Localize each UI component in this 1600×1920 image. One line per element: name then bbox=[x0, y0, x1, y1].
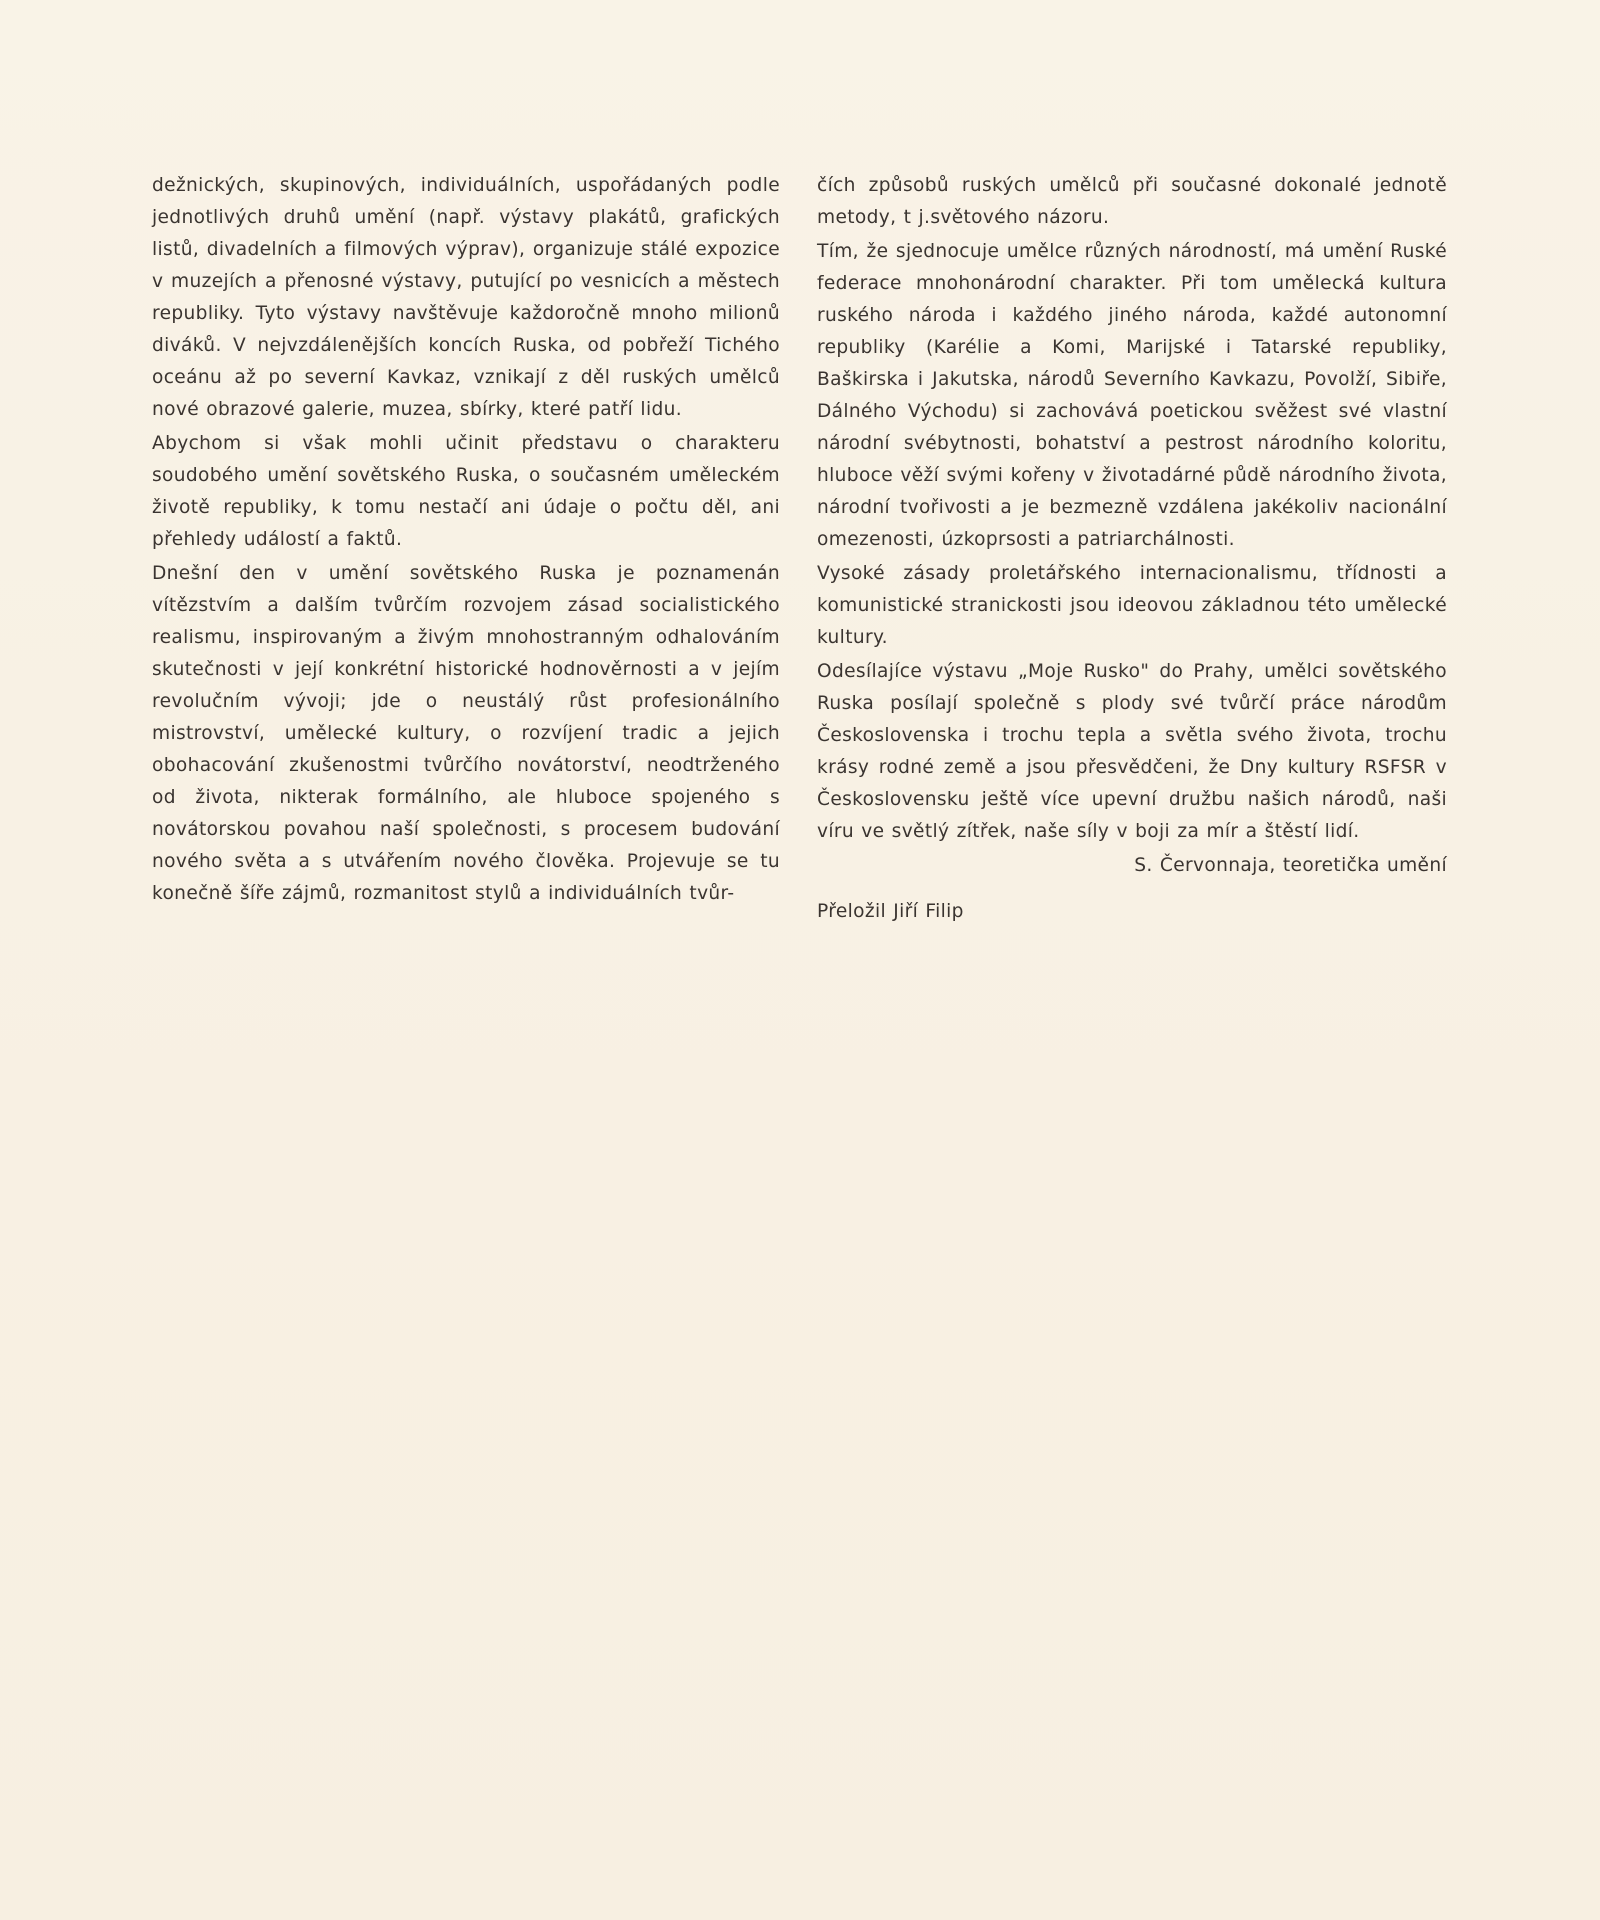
right-paragraph-3: Vysoké zásady proletářského internacionalismu, třídnosti a komunistické stranickosti jsou ideovou základnou této umělecké kultury. bbox=[817, 563, 1447, 648]
right-paragraph-4: Odesílajíce výstavu „Moje Rusko" do Prahy, umělci sovětského Ruska posílají společně s plody své tvůrčí práce národům Československa i trochu tepla a světla svého života, trochu krásy rodné země a jsou přesvědčeni, že Dny kultury RSFSR v Československu ještě více upevní družbu našich národů, naši víru ve světlý zítřek, naše síly v boji za mír a štěstí lidí. bbox=[817, 661, 1447, 842]
left-paragraph-1: dežnických, skupinových, individuálních, uspořádaných podle jednotlivých druhů umění (např. výstavy plakátů, grafických listů, divadelních a filmových výprav), organizuje stálé expozice v muzejích a přenosné výstavy, putující po vesnicích a městech republiky. Tyto výstavy navštěvuje každoročně mnoho milionů diváků. V nejvzdálenějších koncích Ruska, od pobřeží Tichého oceánu až po severní Kavkaz, vznikají z děl ruských umělců nové obrazové galerie, muzea, sbírky, které patří lidu. bbox=[152, 175, 780, 420]
left-text-column bbox=[152, 170, 780, 912]
author-signature: S. Červonnaja, teoretička umění bbox=[1134, 855, 1447, 876]
right-paragraph-2: Tím, že sjednocuje umělce různých národností, má umění Ruské federace mnohonárodní charakter. Při tom umělecká kultura ruského národa i každého jiného národa, každé autonomní republiky (Karélie a Komi, Marijské i Tatarské republiky, Baškirska i Jakutska, národů Severního Kavkazu, Povolží, Sibiře, Dálného Východu) si zachovává poetickou svěžest své vlastní národní svébytnosti, bohatství a pestrost národního koloritu, hluboce věží svými kořeny v životadárné půdě národního života, národní tvořivosti a je bezmezně vzdálena jakékoliv nacionální omezenosti, úzkoprsosti a patriarchálnosti. bbox=[817, 241, 1447, 550]
right-paragraph-1: čích způsobů ruských umělců při současné dokonalé jednotě metody, t j.světového názoru. bbox=[817, 175, 1447, 228]
left-paragraph-3: Dnešní den v umění sovětského Ruska je poznamenán vítězstvím a dalším tvůrčím rozvojem zásad socialistického realismu, inspirovaným a živým mnohostranným odhalováním skutečnosti v její konkrétní historické hodnověrnosti a v jejím revolučním vývoji; jde o neustálý růst profesionálního mistrovství, umělecké kultury, o rozvíjení tradic a jejich obohacování zkušenostmi tvůrčího novátorství, neodtrženého od života, nikterak formálního, ale hluboce spojeného s novátorskou povahou naší společnosti, s procesem budování nového světa a s utvářením nového člověka. Projevuje se tu konečně šíře zájmů, rozmanitost stylů a individuálních tvůr- bbox=[152, 563, 780, 904]
translator-credit: Přeložil Jiří Filip bbox=[817, 901, 964, 922]
right-text-column bbox=[817, 170, 1447, 930]
left-paragraph-2: Abychom si však mohli učinit představu o charakteru soudobého umění sovětského Ruska, o současném uměleckém životě republiky, k tomu nestačí ani údaje o počtu děl, ani přehledy událostí a faktů. bbox=[152, 433, 780, 550]
